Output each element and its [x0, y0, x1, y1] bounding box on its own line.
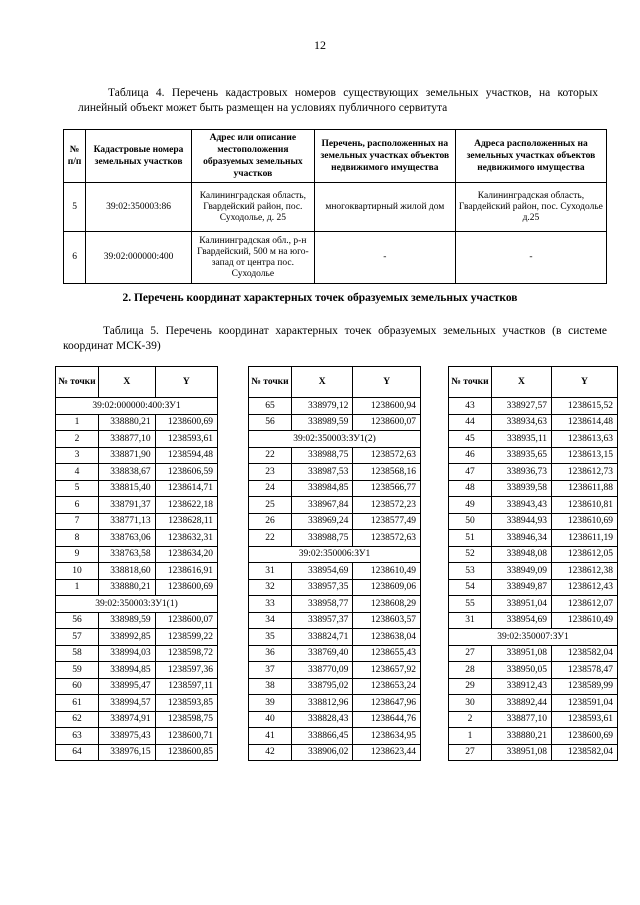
y-value: 1238582,04 — [551, 744, 617, 761]
coords-header-x: X — [492, 367, 552, 398]
coords-header-x: X — [99, 367, 156, 398]
table-row — [249, 563, 421, 580]
x-value: 338944,93 — [492, 513, 552, 530]
table-row — [249, 662, 421, 679]
x-value: 338994,03 — [99, 645, 156, 662]
y-value: 1238655,43 — [353, 645, 421, 662]
point-number: 42 — [249, 744, 292, 761]
point-number: 57 — [56, 629, 99, 646]
y-value: 1238613,15 — [551, 447, 617, 464]
x-value: 338769,40 — [292, 645, 353, 662]
x-value: 338812,96 — [292, 695, 353, 712]
x-value: 338828,43 — [292, 711, 353, 728]
x-value: 338824,71 — [292, 629, 353, 646]
table4-cell-address: Калининградская обл., р-н Гвардейский, 500 м на юго-запад от центра пос. Суходолье — [191, 232, 314, 284]
coords-header-row — [56, 367, 218, 398]
table4-cell-address: Калининградская область, Гвардейский район, пос. Суходолье, д. 25 — [191, 183, 314, 232]
table-row — [249, 414, 421, 431]
point-number: 65 — [249, 398, 292, 415]
table-row — [56, 612, 218, 629]
point-number: 7 — [56, 513, 99, 530]
point-number: 1 — [449, 728, 492, 745]
y-value: 1238600,07 — [155, 612, 217, 629]
table-row — [449, 612, 618, 629]
table-row — [449, 711, 618, 728]
table-row — [249, 579, 421, 596]
y-value: 1238634,20 — [155, 546, 217, 563]
table4-cell-objects: - — [314, 232, 455, 284]
point-number: 38 — [249, 678, 292, 695]
point-number: 45 — [449, 431, 492, 448]
coords-table-2 — [248, 366, 421, 761]
group-row — [56, 398, 218, 415]
point-number: 50 — [449, 513, 492, 530]
table-row — [249, 530, 421, 547]
point-number: 22 — [249, 447, 292, 464]
table-row — [449, 695, 618, 712]
y-value: 1238614,48 — [551, 414, 617, 431]
table-row — [64, 183, 607, 232]
table-row — [449, 497, 618, 514]
point-number: 23 — [249, 464, 292, 481]
x-value: 338984,85 — [292, 480, 353, 497]
point-number: 34 — [249, 612, 292, 629]
table-row — [449, 513, 618, 530]
x-value: 338906,02 — [292, 744, 353, 761]
x-value: 338927,57 — [492, 398, 552, 415]
y-value: 1238610,69 — [551, 513, 617, 530]
table-row — [249, 629, 421, 646]
table-row — [249, 645, 421, 662]
coords-header-no: № точки — [449, 367, 492, 398]
table-row — [449, 546, 618, 563]
x-value: 338979,12 — [292, 398, 353, 415]
table-row — [249, 711, 421, 728]
table4-header-object-addresses: Адреса расположенных на земельных участках объектов недвижимого имущества — [455, 130, 606, 183]
table-row — [449, 579, 618, 596]
x-value: 338939,58 — [492, 480, 552, 497]
x-value: 338954,69 — [492, 612, 552, 629]
x-value: 338954,69 — [292, 563, 353, 580]
point-number: 1 — [56, 414, 99, 431]
table-row — [449, 563, 618, 580]
coords-header-row — [249, 367, 421, 398]
point-number: 5 — [56, 480, 99, 497]
table-row — [249, 678, 421, 695]
point-number: 1 — [56, 579, 99, 596]
y-value: 1238612,73 — [551, 464, 617, 481]
y-value: 1238610,49 — [353, 563, 421, 580]
y-value: 1238613,63 — [551, 431, 617, 448]
x-value: 338976,15 — [99, 744, 156, 761]
y-value: 1238597,11 — [155, 678, 217, 695]
table-row — [249, 695, 421, 712]
y-value: 1238600,94 — [353, 398, 421, 415]
table4-header-objects: Перечень, расположенных на земельных участках объектов недвижимого имущества — [314, 130, 455, 183]
x-value: 338957,35 — [292, 579, 353, 596]
x-value: 338880,21 — [99, 414, 156, 431]
y-value: 1238594,48 — [155, 447, 217, 464]
table-row — [56, 530, 218, 547]
x-value: 338880,21 — [492, 728, 552, 745]
table-row — [449, 678, 618, 695]
point-number: 35 — [249, 629, 292, 646]
table-row — [56, 744, 218, 761]
y-value: 1238566,77 — [353, 480, 421, 497]
coords-header-y: Y — [353, 367, 421, 398]
table-row — [449, 728, 618, 745]
point-number: 37 — [249, 662, 292, 679]
x-value: 338912,43 — [492, 678, 552, 695]
y-value: 1238600,69 — [155, 414, 217, 431]
x-value: 338992,85 — [99, 629, 156, 646]
point-number: 62 — [56, 711, 99, 728]
point-number: 27 — [449, 645, 492, 662]
x-value: 338934,63 — [492, 414, 552, 431]
table-row — [449, 464, 618, 481]
point-number: 36 — [249, 645, 292, 662]
table-row — [56, 678, 218, 695]
table-row — [449, 447, 618, 464]
table4-header-cadastral: Кадастровые номера земельных участков — [86, 130, 192, 183]
point-number: 40 — [249, 711, 292, 728]
y-value: 1238612,07 — [551, 596, 617, 613]
point-number: 48 — [449, 480, 492, 497]
x-value: 338877,10 — [99, 431, 156, 448]
x-value: 338838,67 — [99, 464, 156, 481]
point-number: 3 — [56, 447, 99, 464]
y-value: 1238600,71 — [155, 728, 217, 745]
table-row — [449, 414, 618, 431]
point-number: 4 — [56, 464, 99, 481]
table-row — [249, 744, 421, 761]
y-value: 1238622,18 — [155, 497, 217, 514]
point-number: 61 — [56, 695, 99, 712]
point-number: 56 — [56, 612, 99, 629]
point-number: 2 — [449, 711, 492, 728]
table-row — [249, 728, 421, 745]
point-number: 2 — [56, 431, 99, 448]
x-value: 338948,08 — [492, 546, 552, 563]
x-value: 338763,58 — [99, 546, 156, 563]
x-value: 338974,91 — [99, 711, 156, 728]
x-value: 338943,43 — [492, 497, 552, 514]
coords-header-y: Y — [155, 367, 217, 398]
y-value: 1238591,04 — [551, 695, 617, 712]
table-row — [249, 497, 421, 514]
table-row — [56, 579, 218, 596]
y-value: 1238612,43 — [551, 579, 617, 596]
point-number: 29 — [449, 678, 492, 695]
y-value: 1238610,81 — [551, 497, 617, 514]
x-value: 338815,40 — [99, 480, 156, 497]
point-number: 51 — [449, 530, 492, 547]
parcel-id: 39:02:350003:ЗУ1(1) — [56, 596, 218, 613]
table-row — [449, 398, 618, 415]
point-number: 31 — [249, 563, 292, 580]
y-value: 1238572,63 — [353, 447, 421, 464]
y-value: 1238638,04 — [353, 629, 421, 646]
y-value: 1238572,23 — [353, 497, 421, 514]
x-value: 338995,47 — [99, 678, 156, 695]
x-value: 338967,84 — [292, 497, 353, 514]
group-row — [249, 546, 421, 563]
y-value: 1238632,31 — [155, 530, 217, 547]
table-row — [249, 480, 421, 497]
table-row — [56, 497, 218, 514]
table-row — [56, 431, 218, 448]
table-row — [449, 645, 618, 662]
x-value: 338949,09 — [492, 563, 552, 580]
y-value: 1238611,19 — [551, 530, 617, 547]
y-value: 1238609,06 — [353, 579, 421, 596]
x-value: 338791,37 — [99, 497, 156, 514]
table-row — [249, 398, 421, 415]
point-number: 58 — [56, 645, 99, 662]
y-value: 1238611,88 — [551, 480, 617, 497]
point-number: 31 — [449, 612, 492, 629]
y-value: 1238657,92 — [353, 662, 421, 679]
y-value: 1238653,24 — [353, 678, 421, 695]
table-row — [56, 728, 218, 745]
table4-cell-object-addresses: - — [455, 232, 606, 284]
x-value: 338989,59 — [99, 612, 156, 629]
y-value: 1238572,63 — [353, 530, 421, 547]
y-value: 1238598,75 — [155, 711, 217, 728]
point-number: 28 — [449, 662, 492, 679]
y-value: 1238616,91 — [155, 563, 217, 580]
x-value: 338969,24 — [292, 513, 353, 530]
point-number: 54 — [449, 579, 492, 596]
x-value: 338951,08 — [492, 645, 552, 662]
point-number: 32 — [249, 579, 292, 596]
point-number: 43 — [449, 398, 492, 415]
y-value: 1238600,07 — [353, 414, 421, 431]
x-value: 338988,75 — [292, 530, 353, 547]
x-value: 338871,90 — [99, 447, 156, 464]
x-value: 338994,85 — [99, 662, 156, 679]
table-row — [449, 480, 618, 497]
table-row — [449, 662, 618, 679]
x-value: 338877,10 — [492, 711, 552, 728]
coords-header-no: № точки — [56, 367, 99, 398]
x-value: 338795,02 — [292, 678, 353, 695]
x-value: 338880,21 — [99, 579, 156, 596]
table-row — [56, 513, 218, 530]
table-row — [56, 414, 218, 431]
table4-cell-no: 6 — [64, 232, 86, 284]
point-number: 27 — [449, 744, 492, 761]
table-row — [249, 596, 421, 613]
table4-cell-object-addresses: Калининградская область, Гвардейский район, пос. Суходолье д.25 — [455, 183, 606, 232]
y-value: 1238598,72 — [155, 645, 217, 662]
parcel-id: 39:02:350006:ЗУ1 — [249, 546, 421, 563]
y-value: 1238623,44 — [353, 744, 421, 761]
x-value: 338818,60 — [99, 563, 156, 580]
point-number: 53 — [449, 563, 492, 580]
point-number: 22 — [249, 530, 292, 547]
table-row — [56, 480, 218, 497]
table-row — [56, 645, 218, 662]
table-row — [449, 596, 618, 613]
section-title: 2. Перечень координат характерных точек образуемых земельных участков — [122, 292, 518, 304]
table-row — [249, 464, 421, 481]
y-value: 1238593,61 — [155, 431, 217, 448]
y-value: 1238577,49 — [353, 513, 421, 530]
table4-header-no: № п/п — [64, 130, 86, 183]
point-number: 10 — [56, 563, 99, 580]
table-row — [56, 711, 218, 728]
table-row — [56, 695, 218, 712]
table-row — [56, 563, 218, 580]
x-value: 338951,08 — [492, 744, 552, 761]
y-value: 1238612,38 — [551, 563, 617, 580]
y-value: 1238610,49 — [551, 612, 617, 629]
y-value: 1238599,22 — [155, 629, 217, 646]
coords-header-no: № точки — [249, 367, 292, 398]
x-value: 338988,75 — [292, 447, 353, 464]
x-value: 338957,37 — [292, 612, 353, 629]
point-number: 6 — [56, 497, 99, 514]
coords-header-x: X — [292, 367, 353, 398]
coords-header-y: Y — [551, 367, 617, 398]
point-number: 55 — [449, 596, 492, 613]
table-row — [449, 530, 618, 547]
x-value: 338935,65 — [492, 447, 552, 464]
table4-header-address: Адрес или описание местоположения образуемых земельных участков — [191, 130, 314, 183]
table-row — [449, 431, 618, 448]
point-number: 33 — [249, 596, 292, 613]
x-value: 338951,04 — [492, 596, 552, 613]
y-value: 1238600,85 — [155, 744, 217, 761]
group-row — [249, 431, 421, 448]
x-value: 338950,05 — [492, 662, 552, 679]
x-value: 338763,06 — [99, 530, 156, 547]
y-value: 1238600,69 — [551, 728, 617, 745]
point-number: 64 — [56, 744, 99, 761]
point-number: 9 — [56, 546, 99, 563]
group-row — [56, 596, 218, 613]
y-value: 1238597,36 — [155, 662, 217, 679]
y-value: 1238582,04 — [551, 645, 617, 662]
y-value: 1238644,76 — [353, 711, 421, 728]
group-row — [449, 629, 618, 646]
point-number: 30 — [449, 695, 492, 712]
point-number: 39 — [249, 695, 292, 712]
point-number: 24 — [249, 480, 292, 497]
table4-cell-cadastral: 39:02:000000:400 — [86, 232, 192, 284]
table4-caption: Таблица 4. Перечень кадастровых номеров существующих земельных участков, на которых линейный объект может быть размещен на условиях публичного сервитута — [78, 87, 598, 114]
parcel-id: 39:02:350003:ЗУ1(2) — [249, 431, 421, 448]
x-value: 338949,87 — [492, 579, 552, 596]
table4-header-row — [64, 130, 607, 183]
y-value: 1238603,57 — [353, 612, 421, 629]
y-value: 1238612,05 — [551, 546, 617, 563]
y-value: 1238615,52 — [551, 398, 617, 415]
table-row — [249, 513, 421, 530]
table4-cell-no: 5 — [64, 183, 86, 232]
x-value: 338866,45 — [292, 728, 353, 745]
page-number: 12 — [314, 38, 326, 52]
point-number: 46 — [449, 447, 492, 464]
coords-table-1 — [55, 366, 218, 761]
x-value: 338946,34 — [492, 530, 552, 547]
y-value: 1238628,11 — [155, 513, 217, 530]
coords-header-row — [449, 367, 618, 398]
table4 — [63, 129, 607, 284]
point-number: 8 — [56, 530, 99, 547]
x-value: 338975,43 — [99, 728, 156, 745]
point-number: 56 — [249, 414, 292, 431]
y-value: 1238608,29 — [353, 596, 421, 613]
table-row — [449, 744, 618, 761]
table-row — [56, 629, 218, 646]
point-number: 44 — [449, 414, 492, 431]
y-value: 1238606,59 — [155, 464, 217, 481]
y-value: 1238600,69 — [155, 579, 217, 596]
point-number: 41 — [249, 728, 292, 745]
y-value: 1238593,61 — [551, 711, 617, 728]
y-value: 1238634,95 — [353, 728, 421, 745]
table-row — [249, 447, 421, 464]
point-number: 59 — [56, 662, 99, 679]
x-value: 338770,09 — [292, 662, 353, 679]
y-value: 1238614,71 — [155, 480, 217, 497]
x-value: 338771,13 — [99, 513, 156, 530]
y-value: 1238589,99 — [551, 678, 617, 695]
y-value: 1238568,16 — [353, 464, 421, 481]
point-number: 25 — [249, 497, 292, 514]
coords-table-3 — [448, 366, 618, 761]
x-value: 338936,73 — [492, 464, 552, 481]
point-number: 47 — [449, 464, 492, 481]
parcel-id: 39:02:350007:ЗУ1 — [449, 629, 618, 646]
table5-caption: Таблица 5. Перечень координат характерных точек образуемых земельных участков (в системе координат МСК-39) — [63, 325, 607, 352]
parcel-id: 39:02:000000:400:ЗУ1 — [56, 398, 218, 415]
table-row — [56, 464, 218, 481]
point-number: 52 — [449, 546, 492, 563]
table4-cell-objects: многоквартирный жилой дом — [314, 183, 455, 232]
point-number: 26 — [249, 513, 292, 530]
x-value: 338987,53 — [292, 464, 353, 481]
table-row — [64, 232, 607, 284]
y-value: 1238647,96 — [353, 695, 421, 712]
point-number: 49 — [449, 497, 492, 514]
table-row — [56, 447, 218, 464]
x-value: 338994,57 — [99, 695, 156, 712]
y-value: 1238578,47 — [551, 662, 617, 679]
table-row — [56, 546, 218, 563]
table-row — [249, 612, 421, 629]
point-number: 60 — [56, 678, 99, 695]
table4-cell-cadastral: 39:02:350003:86 — [86, 183, 192, 232]
table-row — [56, 662, 218, 679]
x-value: 338935,11 — [492, 431, 552, 448]
x-value: 338958,77 — [292, 596, 353, 613]
x-value: 338989,59 — [292, 414, 353, 431]
point-number: 63 — [56, 728, 99, 745]
x-value: 338892,44 — [492, 695, 552, 712]
y-value: 1238593,85 — [155, 695, 217, 712]
